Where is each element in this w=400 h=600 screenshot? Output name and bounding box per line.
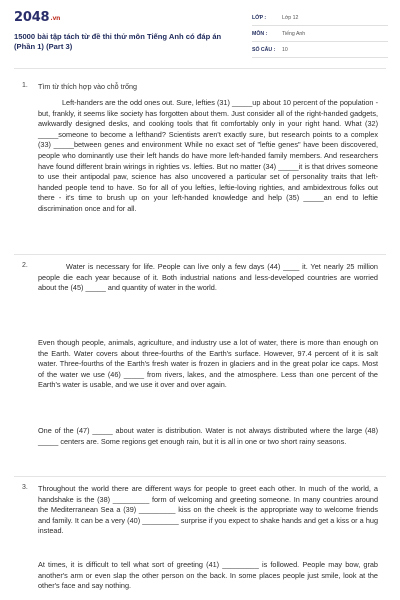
question-passage: Throughout the world there are different ways for people to greet each other. In much of the world, a handshake is the (38) _________ form of welcoming and greeting someone. In many countries around the Mediterranean Sea a (39) _________ kiss on the cheek is the appropriate way to welcome friends and family. It can be a very (40) _________ surprise if you expect to shake hands and get a kiss or a hug instead. [38,484,378,536]
document-title: 15000 bài tập tách từ đề thi thử môn Tiếng Anh có đáp án (Phần 1) (Part 3) [14,32,222,51]
question-divider [14,254,386,255]
logo-main-text: 2048 [14,10,50,25]
page-header [0,0,400,62]
logo-suffix-text: .vn [50,15,61,22]
question-divider [14,476,386,477]
question-passage: Even though people, animals, agriculture, and industry use a lot of water, there is more than enough on the Earth. Water covers about three-fourths of the Earth's surface. However, 97.4 percent of it is salt water. Three-fourths of the Earth's fresh water is frozen in glaciers and in the great polar ice caps. Most of the water we use (46) _____ from rivers, lakes, and the atmosphere. Less than one percent of the Earth's water is usable, and we use it over and over again. [38,338,378,390]
question-passage: Water is necessary for life. People can live only a few days (44) ____ it. Yet nearly 25 million people die each year because of it. Both industrial nations and less-developed countries are worried about the (45) _____ and quantity of water in the world. [38,262,378,293]
meta-row-subject [252,26,388,42]
question-passage: At times, it is difficult to tell what sort of greeting (41) _________ is followed. People may bow, grab another's arm or even slap the other person on the back. In some places people just smile, look at the other's face and say nothing. [38,560,378,591]
meta-row-question-count [252,42,388,58]
question-number: 1. [22,82,28,89]
question-instruction: Tìm từ thích hợp vào chỗ trống [38,82,138,91]
meta-value-question-count: 10 [282,46,288,53]
question-passage: One of the (47) _____ about water is distribution. Water is not always distributed where the large (48) _____ centers are. Some regions get enough rain, but it is all in one or two short rainy seasons. [38,426,378,446]
question-number: 2. [22,262,28,269]
question-number: 3. [22,484,28,491]
header-divider [14,68,386,69]
meta-row-grade [252,10,388,26]
meta-value-grade: Lớp 12 [282,14,299,21]
meta-label-question-count: SỐ CÂU : [252,46,276,53]
document-meta [252,10,388,58]
meta-value-subject: Tiếng Anh [282,30,306,37]
meta-label-grade: LỚP : [252,14,267,21]
site-logo[interactable] [14,10,60,25]
meta-label-subject: MÔN : [252,30,268,37]
question-passage: Left-handers are the odd ones out. Sure, lefties (31) _____up about 10 percent of the population - but, frankly, it seems like society has forgotten about them. Just consider all of the right-handed gadgets, awkwardly designed desks, and cooking tools that fit comfortably only in your right hand. What (32) _____someone to become a lefthand? Scientists aren't exactly sure, but research points to a complex (33) _____between genes and environment While no exact set of "leftie genes" have been discovered, people who dominantly use their left hands do have more left-handed family members. And researchers have found different brain wirings in righties vs. lefties. But no matter (34) _____it is that drives someone to use their antipodal paw, science has also uncovered a particular set of personality traits that left-handed people tend to have. So for all of you lefties, leftie-loving righties, and ambidextrous folks out there - it's time to brush up on your left-handed knowledge and help (35) _____an end to leftie discrimination once and for all. [38,98,378,213]
